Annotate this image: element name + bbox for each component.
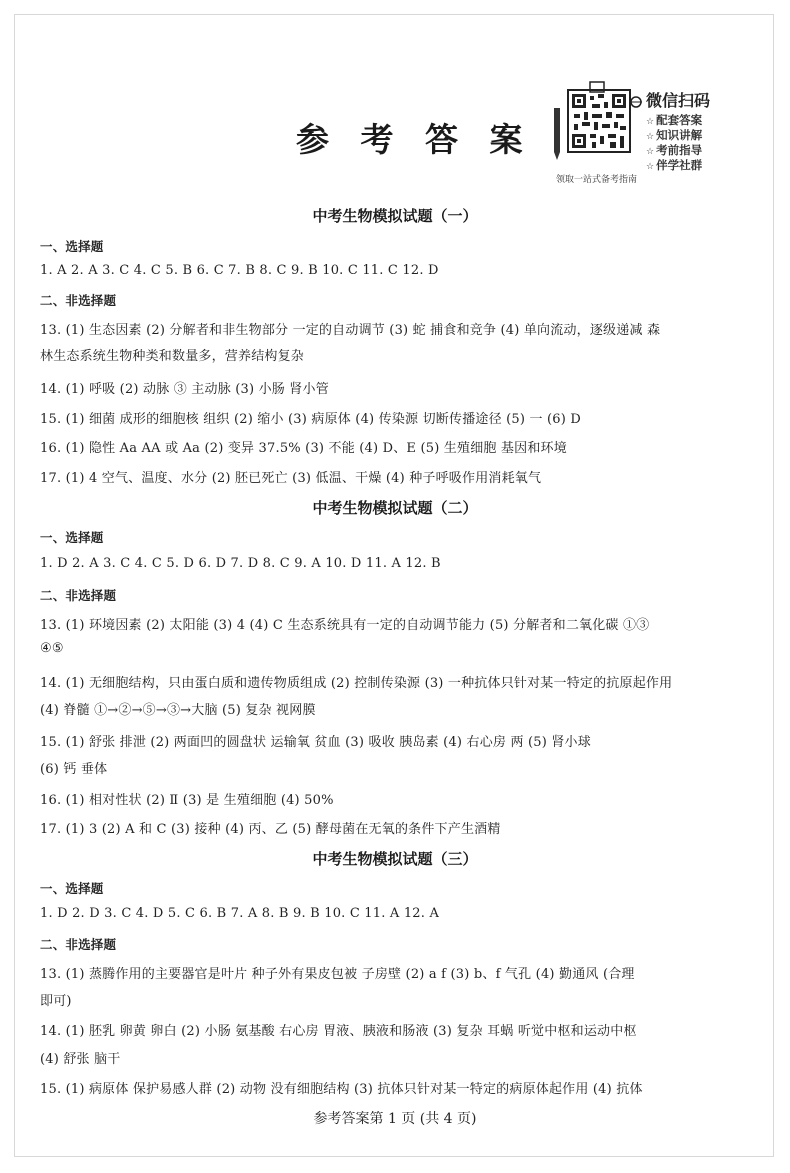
exam1-q17: 17. (1) 4 空气、温度、水分 (2) 胚已死亡 (3) 低温、干燥 (4) 种子呼吸作用消耗氧气	[40, 471, 542, 486]
star-icon: ☆	[646, 117, 655, 127]
page-title: 参 考 答 案	[296, 120, 533, 159]
page-border	[14, 14, 774, 1157]
exam3-title: 中考生物模拟试题（三）	[312, 850, 478, 868]
qr-item: ☆ 知识讲解	[646, 128, 703, 142]
exam2-q15: 15. (1) 舒张 排泄 (2) 两面凹的圆盘状 运输氧 贫血 (3) 吸收 胰岛素 (4) 右心房 两 (5) 肾小球	[40, 735, 591, 750]
qr-item: ☆ 伴学社群	[646, 158, 703, 172]
exam2-q15-cont: (6) 钙 垂体	[40, 762, 108, 777]
exam1-choice-answers: 1. A 2. A 3. C 4. C 5. B 6. C 7. B 8. C 9. B 10. C 11. C 12. D	[40, 263, 439, 278]
page-footer: 参考答案第 1 页 (共 4 页)	[313, 1111, 477, 1127]
exam2-q14-cont: (4) 脊髓 ①→②→⑤→③→大脑 (5) 复杂 视网膜	[40, 703, 316, 718]
exam2-choice-answers: 1. D 2. A 3. C 4. C 5. D 6. D 7. D 8. C 9. A 10. D 11. A 12. B	[40, 556, 441, 571]
exam1-q16: 16. (1) 隐性 Aa AA 或 Aa (2) 变异 37.5% (3) 不能 (4) D、E (5) 生殖细胞 基因和环境	[40, 441, 567, 456]
exam3-q15: 15. (1) 病原体 保护易感人群 (2) 动物 没有细胞结构 (3) 抗体只针对某一特定的病原体起作用 (4) 抗体	[40, 1082, 643, 1097]
exam2-q13: 13. (1) 环境因素 (2) 太阳能 (3) 4 (4) C 生态系统具有一定的自动调节能力 (5) 分解者和二氧化碳 ①③	[40, 618, 650, 633]
qr-code-icon	[548, 80, 644, 172]
exam1-q15: 15. (1) 细菌 成形的细胞核 组织 (2) 缩小 (3) 病原体 (4) 传染源 切断传播途径 (5) 一 (6) D	[40, 412, 581, 427]
exam3-choice-answers: 1. D 2. D 3. C 4. D 5. C 6. B 7. A 8. B 9. B 10. C 11. A 12. A	[40, 906, 440, 921]
exam2-q16: 16. (1) 相对性状 (2) Ⅱ (3) 是 生殖细胞 (4) 50%	[40, 793, 334, 808]
exam2-q13-cont: ④⑤	[40, 641, 64, 656]
exam1-choice-label: 一、选择题	[40, 239, 104, 254]
exam2-nonchoice-label: 二、非选择题	[40, 588, 117, 603]
star-icon: ☆	[646, 132, 655, 142]
qr-item: ☆ 配套答案	[646, 113, 703, 127]
exam3-q13: 13. (1) 蒸腾作用的主要器官是叶片 种子外有果皮包被 子房壁 (2) a f (3) b、f 气孔 (4) 勤通风 (合理	[40, 967, 635, 982]
exam1-title: 中考生物模拟试题（一）	[312, 207, 478, 225]
exam3-q13-cont: 即可)	[40, 994, 72, 1009]
exam2-q17: 17. (1) 3 (2) A 和 C (3) 接种 (4) 丙、乙 (5) 酵母菌在无氧的条件下产生酒精	[40, 822, 501, 837]
exam3-q14: 14. (1) 胚乳 卵黄 卵白 (2) 小肠 氨基酸 右心房 胃液、胰液和肠液 (3) 复杂 耳蜗 听觉中枢和运动中枢	[40, 1024, 637, 1039]
exam1-q13: 13. (1) 生态因素 (2) 分解者和非生物部分 一定的自动调节 (3) 蛇 捕食和竞争 (4) 单向流动，逐级递减 森	[40, 323, 661, 338]
exam1-q13-cont: 林生态系统生物种类和数量多，营养结构复杂	[40, 349, 305, 364]
exam2-q14: 14. (1) 无细胞结构，只由蛋白质和遗传物质组成 (2) 控制传染源 (3) 一种抗体只针对某一特定的抗原起作用	[40, 676, 673, 691]
exam2-title: 中考生物模拟试题（二）	[312, 499, 478, 517]
qr-title: 微信扫码	[646, 91, 711, 110]
star-icon: ☆	[646, 162, 655, 172]
exam2-choice-label: 一、选择题	[40, 530, 104, 545]
qr-promo	[548, 80, 728, 185]
exam3-nonchoice-label: 二、非选择题	[40, 937, 117, 952]
exam1-nonchoice-label: 二、非选择题	[40, 293, 117, 308]
qr-caption: 领取一站式备考指南	[556, 175, 638, 185]
star-icon: ☆	[646, 147, 655, 157]
qr-item: ☆ 考前指导	[646, 143, 703, 157]
exam3-q14-cont: (4) 舒张 脑干	[40, 1052, 121, 1067]
exam1-q14: 14. (1) 呼吸 (2) 动脉 ③ 主动脉 (3) 小肠 肾小管	[40, 382, 329, 397]
exam3-choice-label: 一、选择题	[40, 881, 104, 896]
